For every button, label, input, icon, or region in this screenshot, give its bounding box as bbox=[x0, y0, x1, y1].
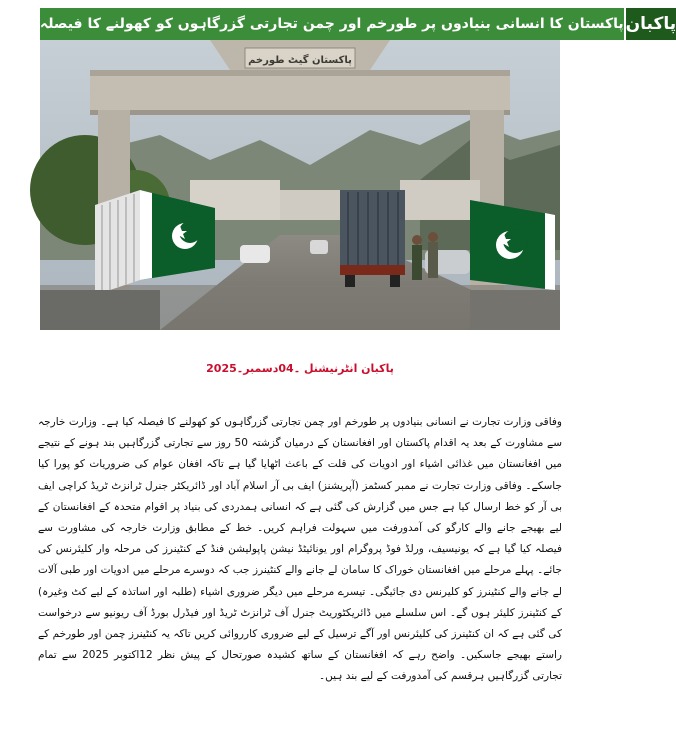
brand-label: پاکبان bbox=[624, 8, 676, 40]
dateline: پاکبان انٹرنیشنل ۔04دسمبر۔2025 bbox=[206, 362, 394, 375]
gate-sign-text: پاکستان گیٹ طورخم bbox=[248, 55, 352, 66]
article-body: وفاقی وزارت تجارت نے انسانی بنیادوں پر طورخم اور چمن تجارتی گزرگاہوں کو کھولنے کا فیصلہ کیا ہے۔ وزارت خارجہ سے مشاورت کے بعد یہ اقدام پاکستان اور افغانستان کے درمیان گزشتہ 50 روز سے تجارتی گزرگاہیں بند ہونے کے نتیجے میں افغانستان میں غذائی اشیاء اور ادویات کی قلت کے باعث اٹھایا گیا ہے تاکہ افغان عوام کی ضروریات کو پورا کیا جاسکے۔ وفاقی وزارت تجارت نے ممبر کسٹمز (آپریشنز) ایف بی آر اسلام آباد اور ڈائریکٹر جنرل ٹرانزٹ ٹریڈ کراچی ایف بی آر کو خط ارسال کیا ہے جس میں گزارش کی گئی ہے کہ انسانی ہمدردی کی بنیاد پر اقوام متحدہ کے افغانستان کے لیے بھیجے جانے والے کارگو کی آمدورفت میں سہولت فراہم کریں۔ خط کے مطابق وزارت خارجہ کی مشاورت سے فیصلہ کیا گیا ہے کہ یونیسیف، ورلڈ فوڈ پروگرام اور یونائیٹڈ نیشن پاپولیشن فنڈ کے کنٹینرز کی مرحلہ وار کلیئرنس کی جائے۔ پہلے مرحلے میں افغانستان خوراک کا سامان لے جانے والے کنٹینرز جب کہ دوسرے مرحلے میں ادویات اور طبی آلات لے جانے والے کنٹینرز کو کلیرنس دی جائیگی۔ تیسرے مرحلے میں دیگر ضروری اشیاء (طلبہ اور اساتذہ کے لیے کٹ وغیرہ) کے کنٹینرز کلیئر ہوں گے۔ اس سلسلے میں ڈائریکٹوریٹ جنرل آف ٹرانزٹ ٹریڈ اور فیڈرل بورڈ آف ریونیو سے درخواست کی گئی ہے کہ ان کنٹینرز کی کلیئرنس اور آگے ترسیل کے لیے ضروری کارروائی کریں تاکہ یہ کنٹینرز چمن اور طورخم کے راستے بھیجے جاسکیں۔ واضح رہے کہ افغانستان کے ساتھ کشیدہ صورتحال کے پیش نظر 12اکتوبر 2025 سے تمام تجارتی گزرگاہیں ہرقسم کی آمدورفت کے لیے بند ہیں۔ bbox=[38, 416, 562, 683]
headline-title: پاکستان کا انسانی بنیادوں پر طورخم اور چمن تجارتی گزرگاہوں کو کھولنے کا فیصلہ bbox=[40, 8, 624, 40]
headline-banner bbox=[40, 8, 676, 40]
article-photo bbox=[40, 40, 560, 330]
